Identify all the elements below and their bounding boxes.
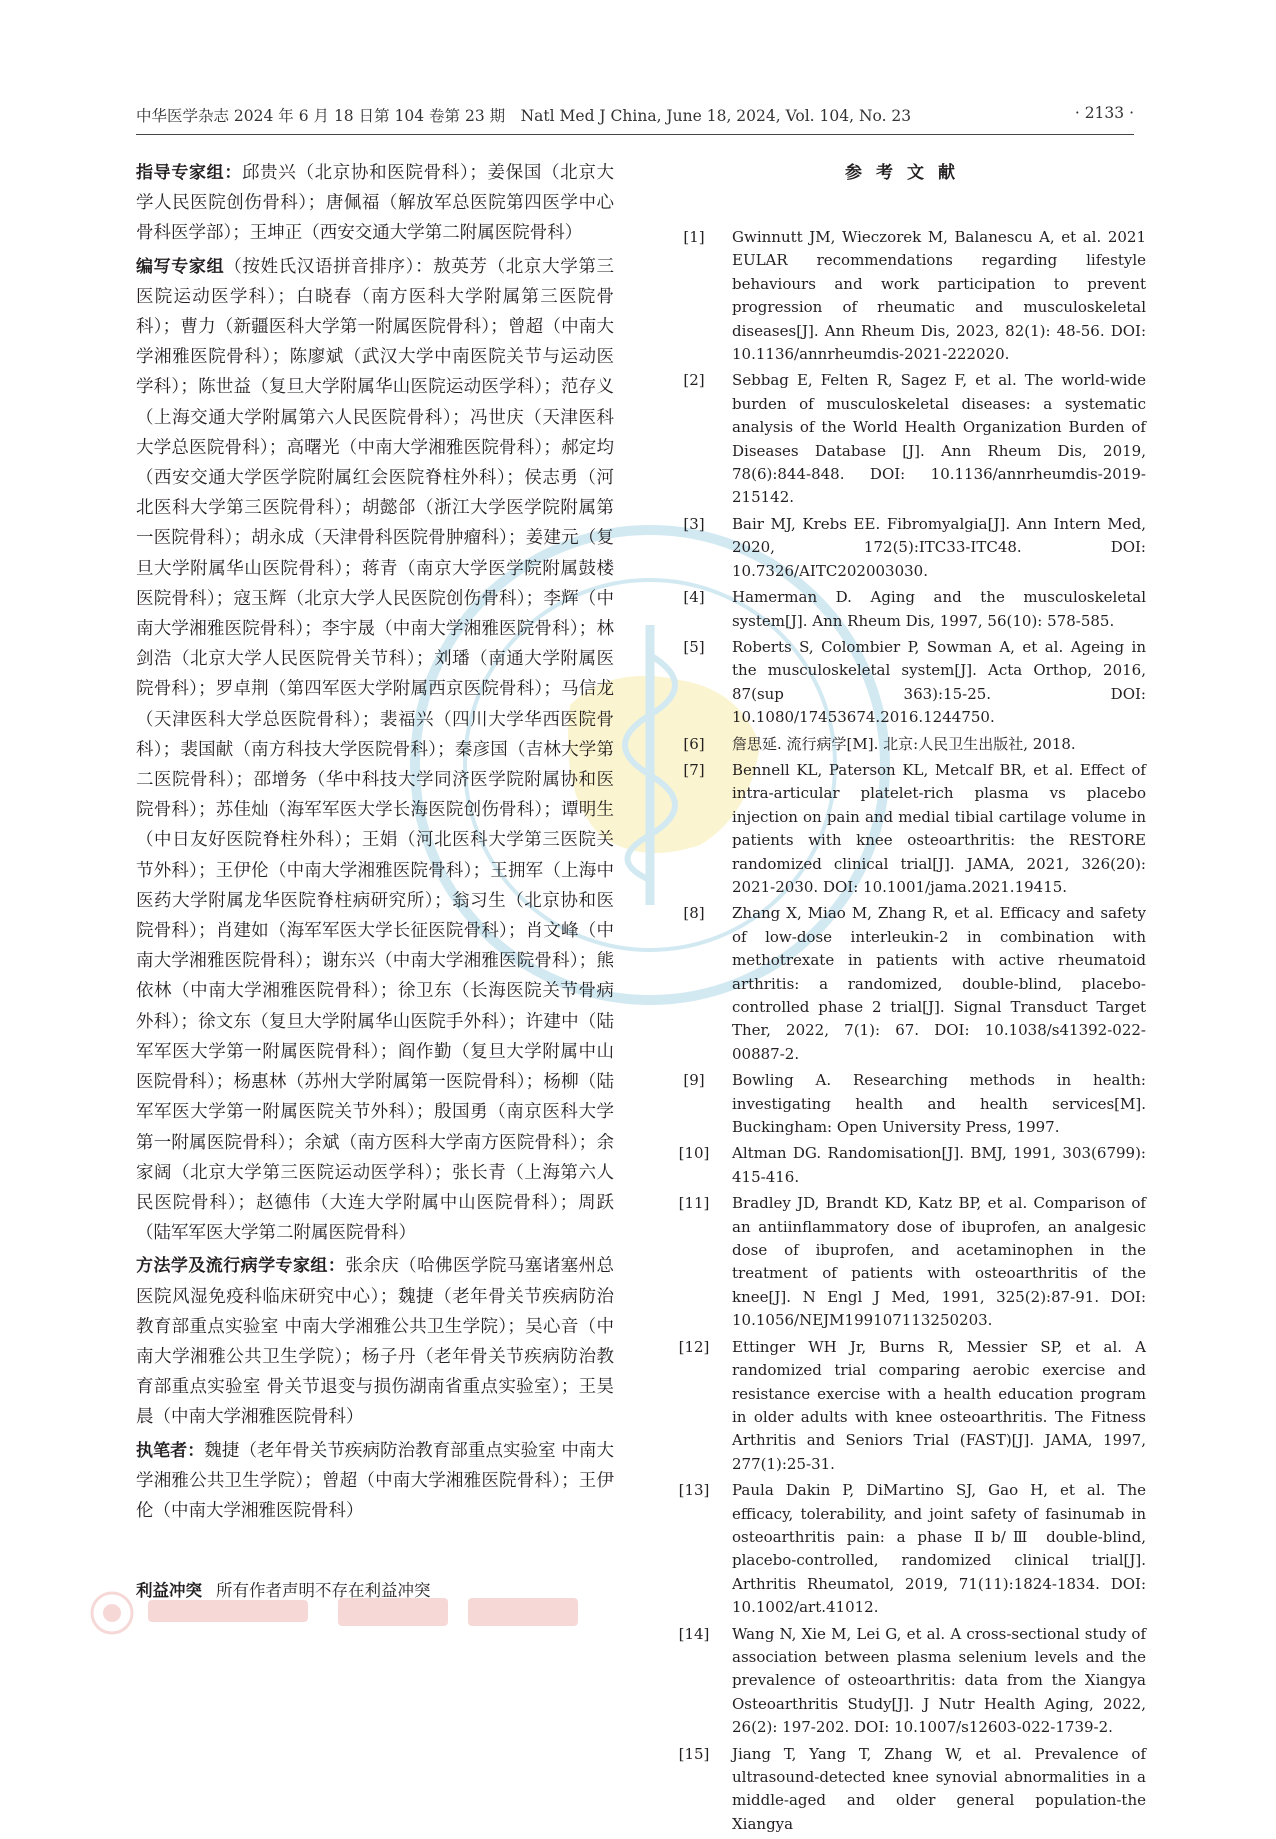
guidance-group-label: 指导专家组： [136, 163, 242, 183]
reference-text: 詹思延. 流行病学[M]. 北京:人民卫生出版社, 2018. [732, 734, 1076, 753]
writing-group-text: （按姓氏汉语拼音排序）：敖英芳（北京大学第三医院运动医学科）；白晓春（南方医科大学附属第三医院骨科）；曹力（新疆医科大学第一附属医院骨科）；曾超（中南大学湘雅医院骨科）；陈廖斌（武汉大学中南医院关节与运动医学科）；陈世益（复旦大学附属华山医院运动医学科）；范存义（上海交通大学附属第六人民医院骨科）；冯世庆（天津医科大学总医院骨科）；高曙光（中南大学湘雅医院骨科）；郝定均（西安交通大学医学院附属红会医院脊柱外科）；侯志勇（河北医科大学第三医院骨科）；胡懿郃（浙江大学医学院附属第一医院骨科）；胡永成（天津骨科医院骨肿瘤科）；姜建元（复旦大学附属华山医院骨科）；蒋青（南京大学医学院附属鼓楼医院骨科）；寇玉辉（北京大学人民医院创伤骨科）；李辉（中南大学湘雅医院骨科）；李宇晟（中南大学湘雅医院骨科）；林剑浩（北京大学人民医院骨关节科）；刘璠（南通大学附属医院骨科）；罗卓荆（第四军医大学附属西京医院骨科）；马信龙（天津医科大学总医院骨科）；裴福兴（四川大学华西医院骨科）；裴国献（南方科技大学医院骨科）；秦彦国（吉林大学第二医院骨科）；邵增务（华中科技大学同济医学院附属协和医院骨科）；苏佳灿（海军军医大学长海医院创伤骨科）；谭明生（中日友好医院脊柱外科）；王娟（河北医科大学第三医院关节外科）；王伊伦（中南大学湘雅医院骨科）；王拥军（上海中医药大学附属龙华医院脊柱病研究所）；翁习生（北京协和医院骨科）；肖建如（海军军医大学长征医院骨科）；肖文峰（中南大学湘雅医院骨科）；谢东兴（中南大学湘雅医院骨科）；熊依林（中南大学湘雅医院骨科）；徐卫东（长海医院关节骨病外科）；徐文东（复旦大学附属华山医院手外科）；许建中（陆军军医大学第一附属医院骨科）；阎作勤（复旦大学附属中山医院骨科）；杨惠林（苏州大学附属第一医院骨科）；杨柳（陆军军医大学第一附属医院关节外科）；殷国勇（南京医科大学第一附属医院骨科）；余斌（南方医科大学南方医院骨科）；余家阔（北京大学第三医院运动医学科）；张长青（上海第六人民医院骨科）；赵德伟（大连大学附属中山医院骨科）；周跃（陆军军医大学第二附属医院骨科） [136, 256, 615, 1244]
guidance-group [136, 158, 614, 249]
reference-text: Jiang T, Yang T, Zhang W, et al. Prevalence of ultrasound-detected knee synovial abnormalities in a middle-aged and older general population-the Xiangya [732, 1744, 1146, 1833]
reference-number: [12] [678, 1337, 710, 1356]
reference-number: [13] [678, 1481, 710, 1500]
writers-label: 执笔者： [136, 1440, 205, 1461]
reference-item [672, 636, 1146, 730]
page-number: · 2133 · [1074, 104, 1134, 122]
reference-text: Bennell KL, Paterson KL, Metcalf BR, et al. Effect of intra-articular platelet-rich plasma vs placebo injection on pain and medial tibial cartilage volume in patients with knee osteoarthritis: the RESTORE randomized clinical trial[J]. JAMA, 2021, 326(20): 2021-2030. DOI: 10.1001/jama.2021.19415. [732, 760, 1146, 896]
reference-number: [9] [683, 1071, 705, 1090]
reference-number: [8] [683, 904, 705, 923]
reference-number: [11] [678, 1194, 710, 1213]
reference-number: [6] [683, 734, 705, 753]
reference-text: Bowling A. Researching methods in health: investigating health and health services[M]. Buckingham: Open University Press, 1997. [732, 1071, 1146, 1137]
running-header [136, 104, 1134, 132]
reference-item [672, 369, 1146, 509]
references-heading: 参考文献 [845, 163, 969, 183]
reference-item [672, 1069, 1146, 1139]
contributor-list [136, 158, 614, 1529]
reference-item [672, 1192, 1146, 1332]
reference-item [672, 1623, 1146, 1740]
writing-group [136, 252, 614, 1249]
reference-item [672, 1336, 1146, 1476]
reference-item [672, 513, 1146, 583]
reference-text: Altman DG. Randomisation[J]. BMJ, 1991, 303(6799): 415-416. [732, 1144, 1146, 1186]
reference-text: Paula Dakin P, DiMartino SJ, Gao H, et al. The efficacy, tolerability, and joint safety of fasinumab in osteoarthritis pain: a phase Ⅱb/Ⅲ double-blind, placebo-controlled, randomized clinical trial[J]. Arthritis Rheumatol, 2019, 71(11):1824-1834. DOI: 10.1002/art.41012. [732, 1481, 1146, 1617]
reference-number: [10] [678, 1144, 710, 1163]
reference-number: [1] [683, 228, 705, 246]
reference-text: Wang N, Xie M, Lei G, et al. A cross-sectional study of association between plasma selenium levels and the prevalence of osteoarthritis: data from the Xiangya Osteoarthritis Study[J]. J Nutr Health Aging, 2022, 26(2): 197-202. DOI: 10.1007/s12603-022-1739-2. [732, 1624, 1146, 1737]
reference-text: Ettinger WH Jr, Burns R, Messier SP, et al. A randomized trial comparing aerobic exercise and resistance exercise with a health education program in older adults with knee osteoarthritis. The Fitness Arthritis and Seniors Trial (FAST)[J]. JAMA, 1997, 277(1):25-31. [732, 1337, 1146, 1473]
guidance-group-text: 邱贵兴（北京协和医院骨科）；姜保国（北京大学人民医院创伤骨科）；唐佩福（解放军总医院第四医学中心骨科医学部）；王坤正（西安交通大学第二附属医院骨科） [136, 163, 615, 244]
writers-text: 魏捷（老年骨关节疾病防治教育部重点实验室 中南大学湘雅公共卫生学院）；曾超（中南大学湘雅医院骨科）；王伊伦（中南大学湘雅医院骨科） [136, 1440, 615, 1521]
reference-text: Bair MJ, Krebs EE. Fibromyalgia[J]. Ann Intern Med, 2020, 172(5):ITC33-ITC48. DOI: 10.7326/AITC202003030. [732, 514, 1146, 580]
reference-text: Zhang X, Miao M, Zhang R, et al. Efficacy and safety of low-dose interleukin-2 in combination with methotrexate in patients with active rheumatoid arthritis: a randomized, double-blind, placebo-controlled phase 2 trial[J]. Signal Transduct Target Ther, 2022, 7(1): 67. DOI: 10.1038/s41392-022-00887-2. [732, 904, 1146, 1063]
reference-item [672, 1479, 1146, 1619]
reference-text: Hamerman D. Aging and the musculoskeletal system[J]. Ann Rheum Dis, 1997, 56(10): 578-585. [732, 588, 1146, 630]
writers-group [136, 1436, 614, 1527]
reference-number: [14] [678, 1624, 710, 1643]
reference-text: Sebbag E, Felten R, Sagez F, et al. The world-wide burden of musculoskeletal diseases: a systematic analysis of the World Health Organization Burden of Diseases Database [J]. Ann Rheum Dis, 2019, 78(6):844-848. DOI: 10.1136/annrheumdis-2019-215142. [732, 371, 1146, 507]
reference-text: Bradley JD, Brandt KD, Katz BP, et al. Comparison of an antiinflammatory dose of ibuprofen, an analgesic dose of ibuprofen, and acetaminophen in the treatment of patients with osteoarthritis of the knee[J]. N Engl J Med, 1991, 325(2):87-91. DOI: 10.1056/NEJM199107113250203. [732, 1194, 1146, 1330]
conflict-label: 利益冲突 [136, 1581, 202, 1600]
conflict-text: 所有作者声明不存在利益冲突 [216, 1581, 431, 1600]
reference-number: [7] [683, 760, 705, 779]
methods-group-text: 张余庆（哈佛医学院马塞诸塞州总医院风湿免疫科临床研究中心）；魏捷（老年骨关节疾病防治教育部重点实验室 中南大学湘雅公共卫生学院）；吴心音（中南大学湘雅公共卫生学院）；杨子丹（老年骨关节疾病防治教育部重点实验室 骨关节退变与损伤湖南省重点实验室）；王昊晨（中南大学湘雅医院骨科） [136, 1256, 615, 1428]
reference-number: [2] [683, 371, 705, 390]
reference-item [672, 586, 1146, 633]
reference-item [672, 1743, 1146, 1837]
writing-group-label: 编写专家组 [136, 256, 225, 277]
reference-number: [4] [683, 588, 705, 607]
methods-group-label: 方法学及流行病学专家组： [136, 1256, 346, 1277]
reference-number: [5] [683, 637, 705, 656]
reference-item [672, 226, 1146, 366]
reference-text: Gwinnutt JM, Wieczorek M, Balanescu A, et al. 2021 EULAR recommendations regarding lifestyle behaviours and work participation to prevent progression of rheumatic and musculoskeletal diseases[J]. Ann Rheum Dis, 2023, 82(1): 48-56. DOI: 10.1136/annrheumdis-2021-222020. [732, 228, 1146, 364]
reference-item [672, 759, 1146, 899]
reference-list [672, 226, 1146, 1839]
reference-item [672, 902, 1146, 1066]
reference-number: [15] [678, 1744, 710, 1763]
header-rule [136, 134, 1134, 135]
reference-number: [3] [683, 514, 705, 533]
publisher-logo-watermark [88, 1588, 608, 1638]
journal-citation: 中华医学杂志 2024 年 6 月 18 日第 104 卷第 23 期 Natl Med J China, June 18, 2024, Vol. 104, No. 23 [136, 107, 912, 125]
reference-item [672, 1142, 1146, 1189]
reference-text: Roberts S, Colombier P, Sowman A, et al. Ageing in the musculoskeletal system[J]. Acta Orthop, 2016, 87(sup 363):15-25. DOI: 10.1080/17453674.2016.1244750. [732, 637, 1146, 727]
reference-item [672, 733, 1146, 756]
methods-group [136, 1251, 614, 1432]
